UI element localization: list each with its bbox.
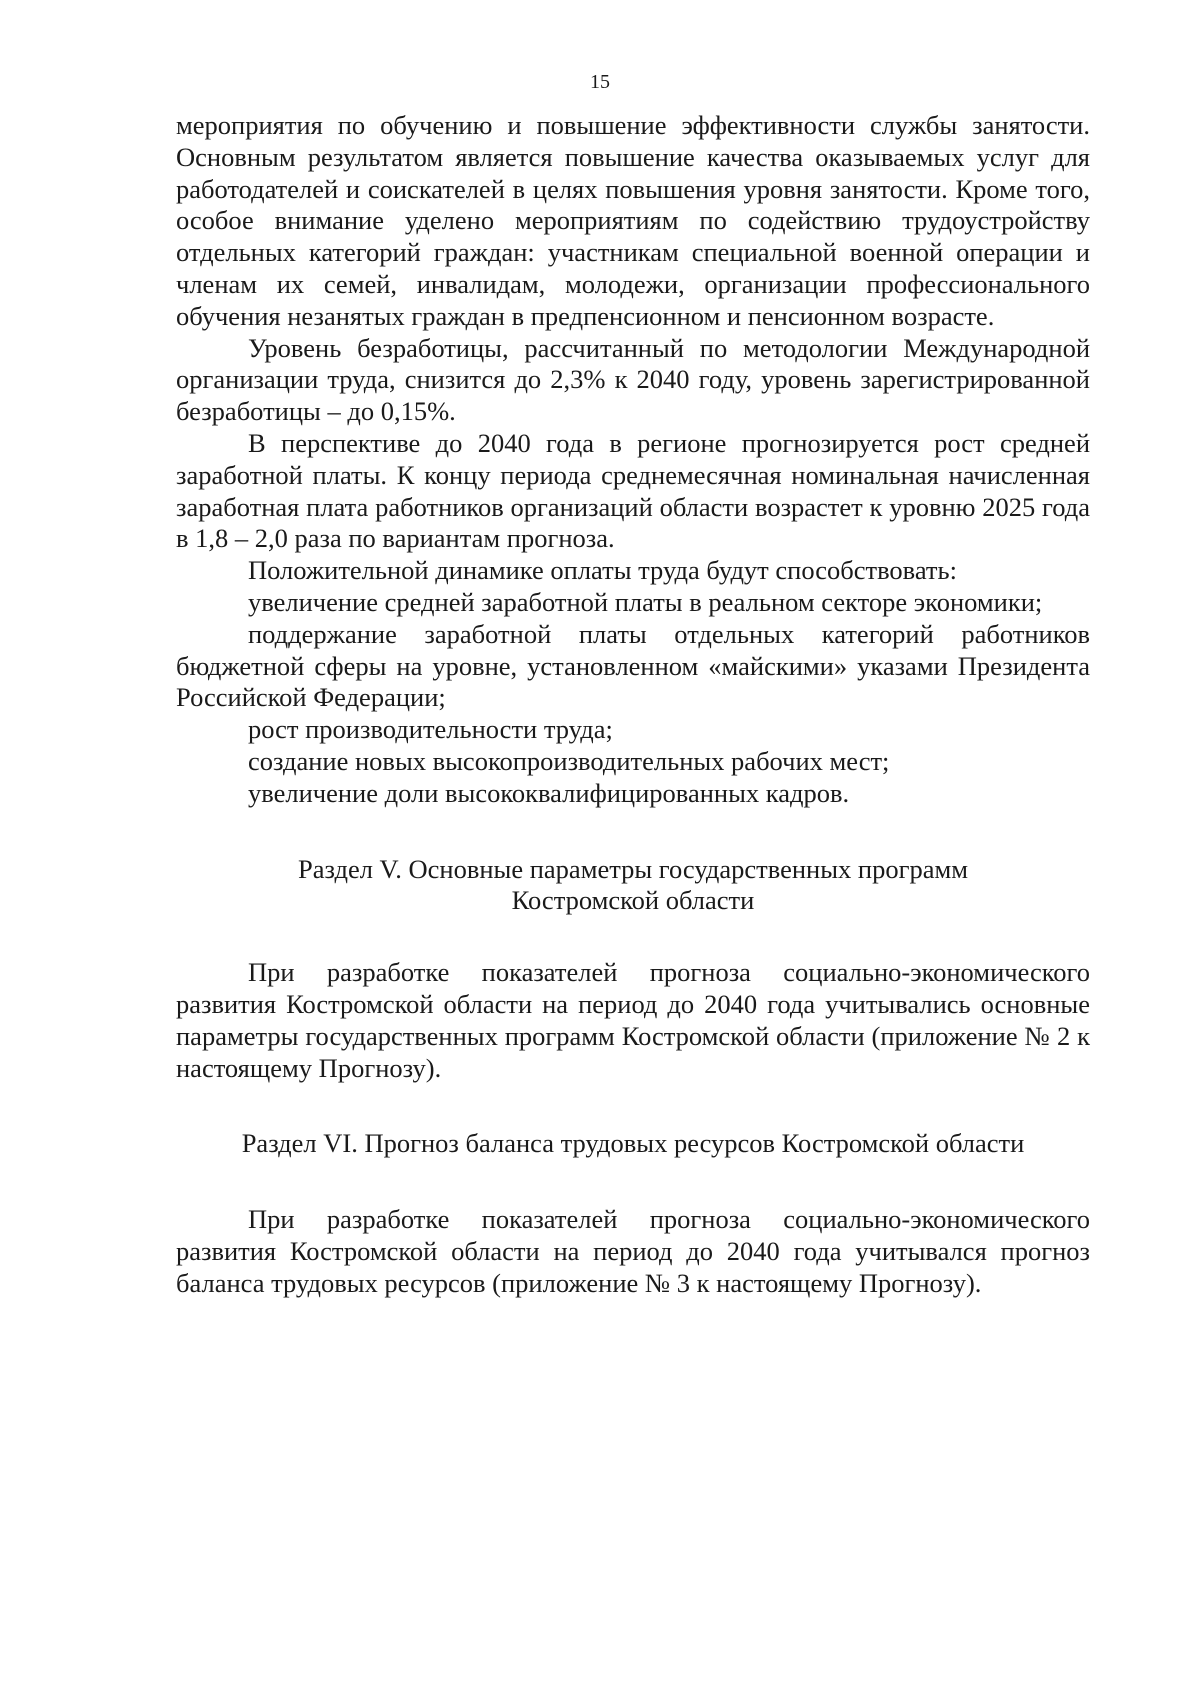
- page-number: 15: [590, 71, 610, 93]
- list-item-real-sector-wages: увеличение средней заработной платы в реальном секторе экономики;: [248, 586, 1043, 617]
- paragraph-wage-growth: В перспективе до 2040 года в регионе прогнозируется рост средней заработной платы. К концу периода среднемесячная номинальная начисленная заработная плата работников организаций области возрастет к уровню 2025 года в 1,8 – 2,0 раза по вариантам прогноза.: [176, 427, 1090, 554]
- paragraph-unemployment-level: Уровень безработицы, рассчитанный по методологии Международной организации труда, снизится до 2,3% к 2040 году, уровень зарегистрированной безработицы – до 0,15%.: [176, 332, 1090, 427]
- section-5-heading-line-2: Костромской области: [511, 885, 755, 916]
- section-6-text: При разработке показателей прогноза социально-экономического развития Костромской области на период до 2040 года учитывался прогноз баланса трудовых ресурсов (приложение № 3 к настоящему Прогнозу).: [176, 1204, 1090, 1298]
- list-item-new-jobs: создание новых высокопроизводительных рабочих мест;: [248, 745, 890, 776]
- list-item-labor-productivity: рост производительности труда;: [248, 714, 613, 745]
- document-body: [176, 110, 1090, 1300]
- section-5-heading-line-1: Раздел V. Основные параметры государственных программ: [297, 853, 969, 884]
- section-5-heading: [176, 854, 1090, 918]
- paragraph-employment-services: мероприятия по обучению и повышение эффективности службы занятости. Основным результатом является повышение качества оказываемых услуг для работодателей и соискателей в целях повышения уровня занятости. Кроме того, особое внимание уделено мероприятиям по содействию трудоустройству отдельных категорий граждан: участникам специальной военной операции и членам их семей, инвалидам, молодежи, организации профессионального обучения незанятых граждан в предпенсионном и пенсионном возрасте.: [176, 110, 1090, 331]
- section-6-heading: Раздел VI. Прогноз баланса трудовых ресурсов Костромской области: [241, 1128, 1025, 1159]
- section-5-text: При разработке показателей прогноза социально-экономического развития Костромской области на период до 2040 года учитывались основные параметры государственных программ Костромской области (приложение № 2 к настоящему Прогнозу).: [176, 957, 1090, 1083]
- paragraph-wage-factors-intro: Положительной динамике оплаты труда будут способствовать:: [248, 555, 957, 586]
- list-item-budget-sector-wages: поддержание заработной платы отдельных категорий работников бюджетной сферы на уровне, установленном «майскими» указами Президента Российской Федерации;: [176, 618, 1090, 713]
- list-item-qualified-staff: увеличение доли высококвалифицированных кадров.: [248, 777, 850, 808]
